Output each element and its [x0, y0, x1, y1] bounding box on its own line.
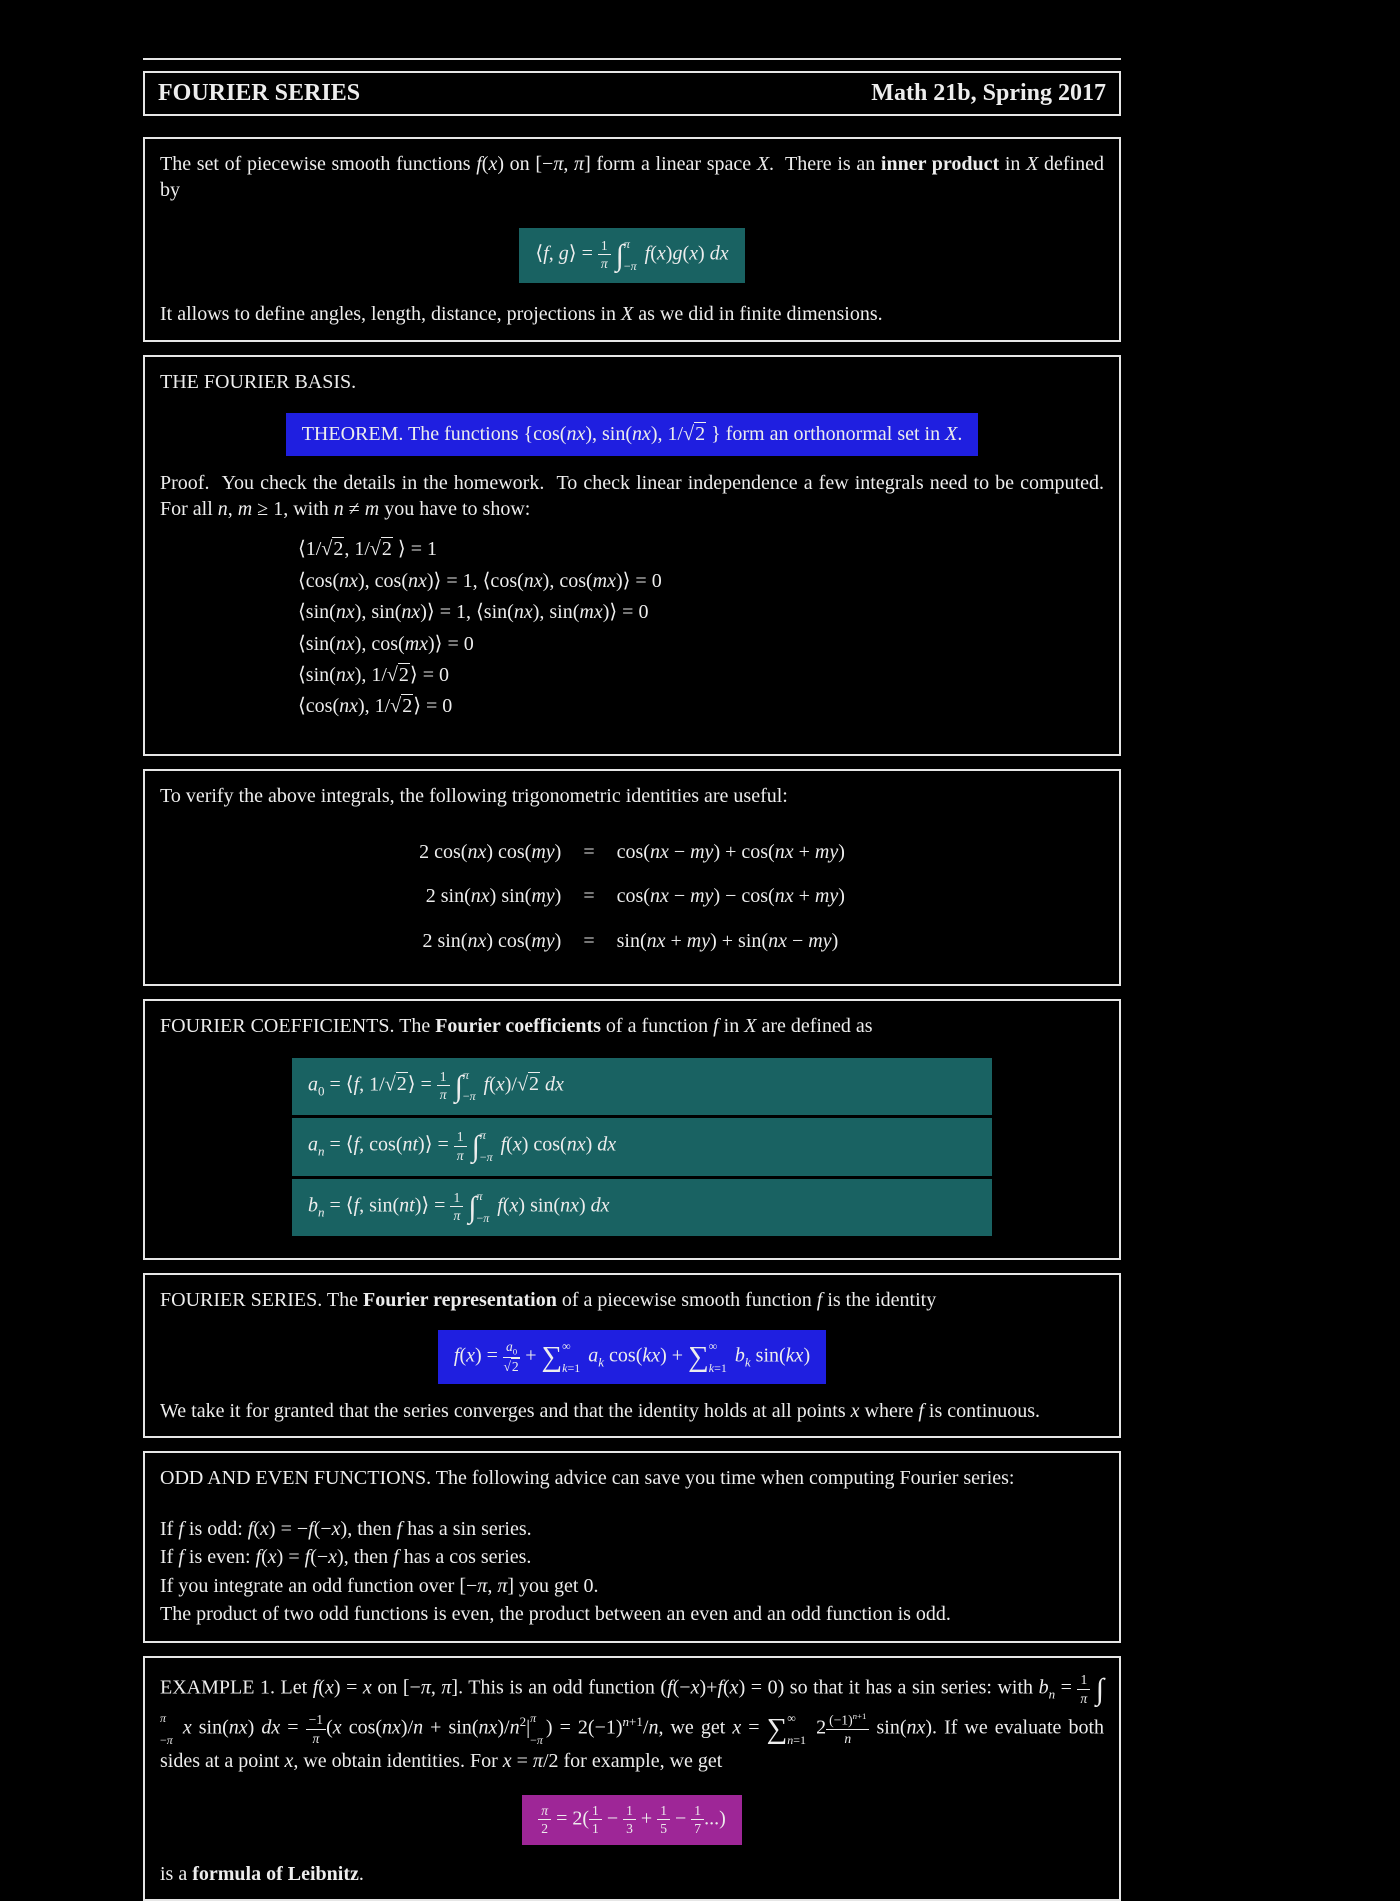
orthonormality-equation: ⟨cos(nx), cos(nx)⟩ = 1, ⟨cos(nx), cos(mx)⟩ = 0: [298, 569, 662, 592]
orthonormality-equation: ⟨1/√2, 1/√2 ⟩ = 1: [298, 538, 437, 561]
document-page: [143, 0, 1121, 1901]
trig-lhs: 2 sin(nx) cos(my): [422, 929, 562, 952]
equals-sign: =: [583, 841, 595, 864]
course-label: Math 21b, Spring 2017: [871, 80, 1106, 106]
inner-product-formula-row: [160, 228, 1104, 284]
fourier-series-formula: f(x) = $\frac{a_0}{√2}$ + ∑ ∞ k=1 $a_k$ cos(kx) + ∑ ∞ k=1 $b_k$ sin(kx): [438, 1330, 826, 1384]
inner-product-formula: ⟨f, g⟩ = $\frac{1}{\pi}$ ∫ π −π f(x)g(x) dx: [519, 228, 744, 284]
advice-line: The product of two odd functions is even, the product between an even and an odd function is odd.: [160, 1603, 951, 1626]
fourier-basis-heading: THE FOURIER BASIS.: [160, 370, 357, 393]
fourier-coefficients-heading: FOURIER COEFFICIENTS. The Fourier coefficients of a function f in X are defined as: [160, 1015, 873, 1038]
proof-paragraph: Proof. You check the details in the homework. To check linear independence a few integrals need to be computed. For all n, m ≥ 1, with n ≠ m you have to show:: [160, 471, 1104, 520]
leibnitz-formula: $\frac{\pi}{2}$ = 2( $\frac{1}{1}$ − $\frac{1}{3}$ + $\frac{1}{5}$ − $\frac{1}{7}$ ...): [522, 1795, 741, 1845]
equals-sign: =: [583, 929, 595, 952]
example-box: [143, 1656, 1121, 1901]
odd-even-advice: [160, 1516, 1104, 1628]
trig-lhs: 2 sin(nx) sin(my): [425, 885, 562, 908]
orthonormality-equation: ⟨sin(nx), cos(mx)⟩ = 0: [298, 632, 474, 655]
advice-line: If f is even: f(x) = f(−x), then f has a cos series.: [160, 1546, 532, 1569]
odd-even-box: [143, 1451, 1121, 1643]
trig-rhs: cos(nx − my) + cos(nx + my): [616, 841, 845, 864]
trig-rhs: cos(nx − my) − cos(nx + my): [616, 885, 845, 908]
coefficient-formulas: [160, 1058, 1104, 1237]
leibnitz-caption: is a formula of Leibnitz.: [160, 1862, 364, 1885]
a0-formula: $a_0$ = ⟨f, 1/√2⟩ = $\frac{1}{\pi}$ ∫ π −π f(x)/√2 dx: [292, 1058, 992, 1116]
odd-even-heading: ODD AND EVEN FUNCTIONS. The following advice can save you time when computing Fourier series:: [160, 1467, 1015, 1490]
series-note: We take it for granted that the series converges and that the identity holds at all points x where f is continuous.: [160, 1400, 1041, 1423]
advice-line: If you integrate an odd function over [−π, π] you get 0.: [160, 1574, 599, 1597]
leibnitz-formula-row: [160, 1795, 1104, 1845]
orthonormality-equations: [298, 536, 1104, 719]
inner-product-intro: The set of piecewise smooth functions f(x) on [−π, π] form a linear space X. There is an inner product in X defined by: [160, 153, 1104, 202]
orthonormality-equation: ⟨sin(nx), 1/√2⟩ = 0: [298, 663, 449, 686]
series-formula-row: [160, 1330, 1104, 1384]
inner-product-box: [143, 137, 1121, 342]
fourier-coefficients-box: [143, 999, 1121, 1260]
doc-title: FOURIER SERIES: [158, 80, 361, 106]
theorem-row: [160, 413, 1104, 455]
an-formula: $a_n$ = ⟨f, cos(nt)⟩ = $\frac{1}{\pi}$ ∫ π −π f(x) cos(nx) dx: [292, 1118, 992, 1176]
title-bar: [143, 71, 1121, 116]
trig-lhs: 2 cos(nx) cos(my): [419, 841, 562, 864]
inner-product-note: It allows to define angles, length, distance, projections in X as we did in finite dimensions.: [160, 303, 883, 326]
trig-identities: [160, 809, 1104, 972]
trig-intro: To verify the above integrals, the following trigonometric identities are useful:: [160, 784, 788, 807]
fourier-series-heading: FOURIER SERIES. The Fourier representation of a piecewise smooth function f is the identity: [160, 1289, 937, 1312]
orthonormality-equation: ⟨sin(nx), sin(nx)⟩ = 1, ⟨sin(nx), sin(mx)⟩ = 0: [298, 601, 649, 624]
trig-identities-box: [143, 769, 1121, 987]
bn-formula: $b_n$ = ⟨f, sin(nt)⟩ = $\frac{1}{\pi}$ ∫ π −π f(x) sin(nx) dx: [292, 1179, 992, 1237]
advice-line: If f is odd: f(x) = −f(−x), then f has a sin series.: [160, 1517, 532, 1540]
example-paragraph: EXAMPLE 1. Let f(x) = x on [−π, π]. This is an odd function (f(−x)+f(x) = 0) so that it has a sin series: with $b_n$ = $\frac{1}{\pi}$ ∫ π −π x sin(nx) dx = $\frac{-1}{\pi}$ (x $\cos(nx)/n + \sin(nx)/n^2|$ π −π ) = $2(-1)^{n+1}/n$, we get x = ∑ ∞ n=1 2 $\frac{(-1)^{n+1}}{n}$ sin(nx). If we evaluate both sides at a point x, we obtain identities. For x = π/2 for example, we get: [160, 1672, 1105, 1773]
fourier-series-box: [143, 1273, 1121, 1438]
trig-identity-grid: [419, 839, 845, 954]
orthonormality-equation: ⟨cos(nx), 1/√2⟩ = 0: [298, 695, 453, 718]
trig-rhs: sin(nx + my) + sin(nx − my): [616, 929, 839, 952]
theorem-statement: THEOREM. The functions {cos(nx), sin(nx), 1/√2 } form an orthonormal set in X.: [286, 413, 979, 455]
fourier-basis-box: [143, 355, 1121, 756]
top-rule: [143, 58, 1121, 60]
equals-sign: =: [583, 885, 595, 908]
